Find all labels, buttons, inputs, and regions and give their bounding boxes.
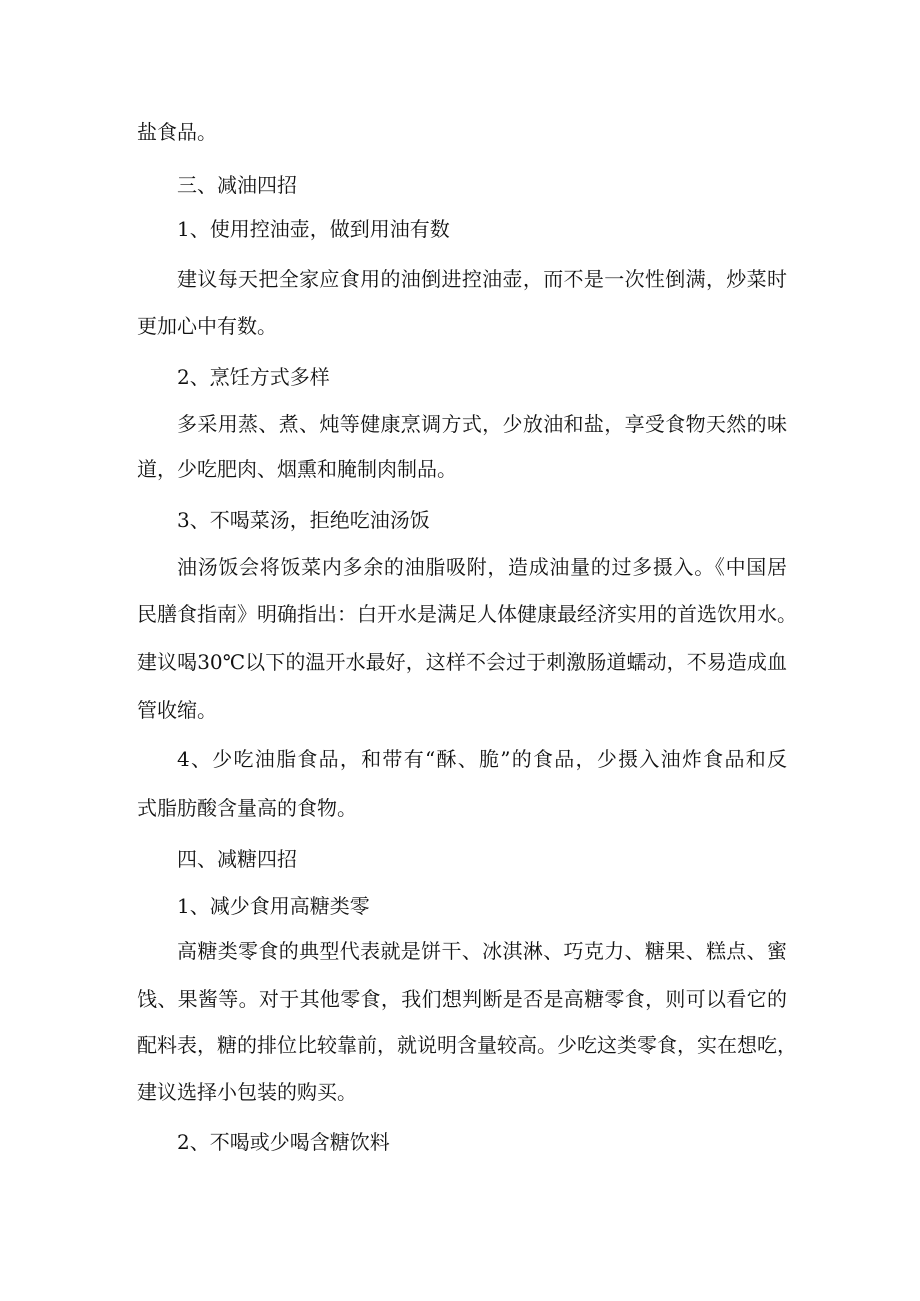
section-heading: 三、减油四招 [177, 173, 297, 197]
paragraph-line: 油汤饭会将饭菜内多余的油脂吸附，造成油量的过多摄入。《中国居 [177, 555, 787, 579]
subsection-heading: 3、不喝菜汤，拒绝吃油汤饭 [177, 508, 430, 532]
subsection-heading: 1、减少食用高糖类零 [177, 894, 370, 918]
paragraph-line: 建议每天把全家应食用的油倒进控油壶，而不是一次性倒满，炒菜时 [177, 267, 787, 291]
subsection-heading: 2、烹饪方式多样 [177, 365, 330, 389]
subsection-heading: 2、不喝或少喝含糖饮料 [177, 1130, 390, 1154]
paragraph-line: 管收缩。 [137, 698, 217, 722]
paragraph-line: 更加心中有数。 [137, 314, 277, 338]
paragraph-line: 多采用蒸、煮、炖等健康烹调方式，少放油和盐，享受食物天然的味 [177, 412, 787, 436]
text-line: 盐食品。 [137, 120, 217, 144]
subsection-heading: 1、使用控油壶，做到用油有数 [177, 217, 450, 241]
paragraph-line: 饯、果酱等。对于其他零食，我们想判断是否是高糖零食，则可以看它的 [137, 987, 787, 1011]
paragraph-line: 道，少吃肥肉、烟熏和腌制肉制品。 [137, 457, 457, 481]
paragraph-line: 4、少吃油脂食品，和带有“酥、脆”的食品，少摄入油炸食品和反 [177, 747, 787, 771]
paragraph-line: 配料表，糖的排位比较靠前，就说明含量较高。少吃这类零食，实在想吃， [137, 1033, 797, 1057]
paragraph-line: 式脂肪酸含量高的食物。 [137, 796, 357, 820]
paragraph-line: 建议喝30℃以下的温开水最好，这样不会过于刺激肠道蠕动，不易造成血 [137, 650, 787, 674]
paragraph-line: 高糖类零食的典型代表就是饼干、冰淇淋、巧克力、糖果、糕点、蜜 [177, 939, 787, 963]
section-heading: 四、减糖四招 [177, 847, 297, 871]
paragraph-line: 民膳食指南》明确指出：白开水是满足人体健康最经济实用的首选饮用水。 [137, 602, 797, 626]
paragraph-line: 建议选择小包装的购买。 [137, 1080, 357, 1104]
